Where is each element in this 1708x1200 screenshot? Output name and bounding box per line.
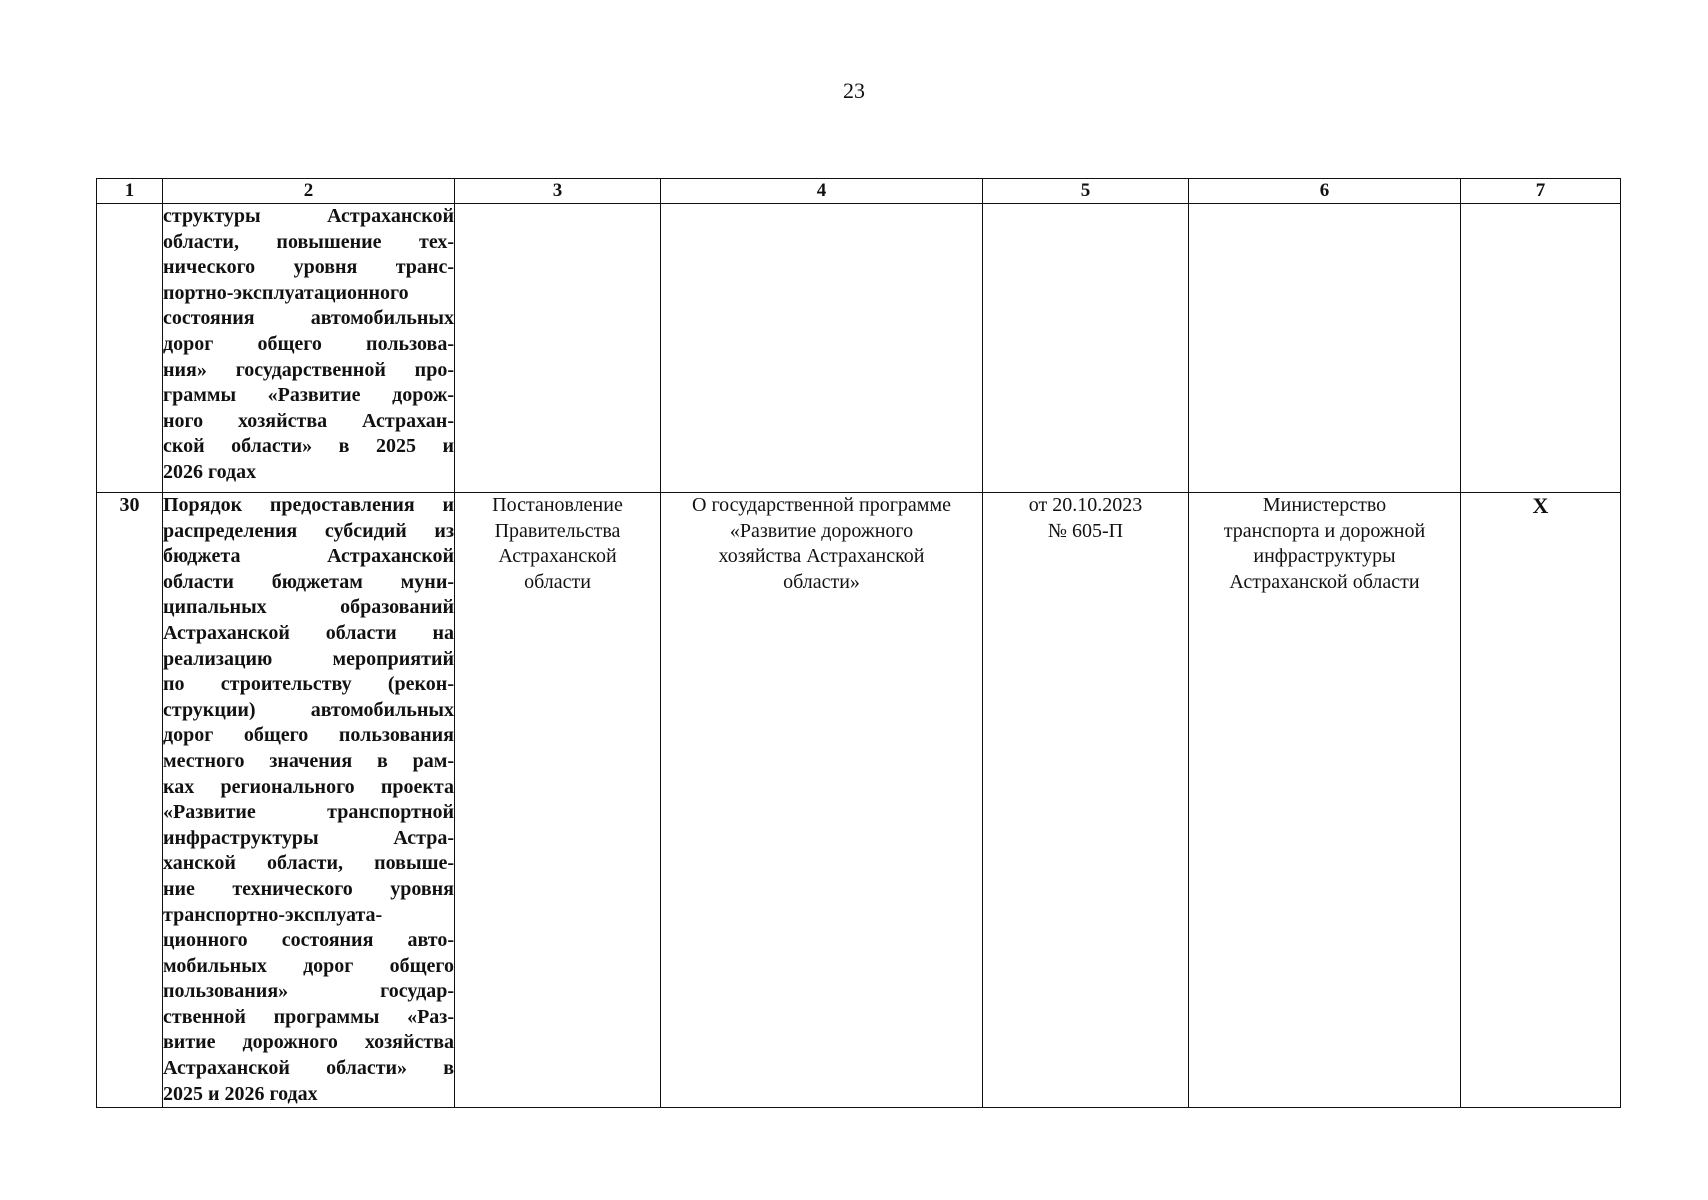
header-col-6: 6 xyxy=(1189,179,1461,204)
authority-line: транспорта и дорожной xyxy=(1223,519,1426,542)
document-title-line: «Развитие дорожного xyxy=(729,519,914,542)
legal-acts-table xyxy=(96,178,1621,1108)
description-line: 2026 годах xyxy=(163,460,257,483)
mark-cell xyxy=(1461,493,1621,1108)
empty-cell xyxy=(661,204,983,493)
description-line: области, повышение тех- xyxy=(163,230,454,253)
description-line: ного хозяйства Астрахан- xyxy=(163,409,454,432)
description-line: инфраструктуры Астра- xyxy=(163,826,454,849)
row-number-cell: 30 xyxy=(97,493,163,1108)
description-line: граммы «Развитие дорож- xyxy=(163,384,454,407)
document-type-line: Правительства xyxy=(494,519,621,542)
table-header-row xyxy=(97,179,1621,204)
description-line: мобильных дорог общего xyxy=(163,954,454,977)
header-col-4: 4 xyxy=(661,179,983,204)
description-cell-continuation xyxy=(163,204,455,493)
description-cell-30 xyxy=(163,493,455,1108)
description-line: дорог общего пользова- xyxy=(163,332,454,355)
description-line: ственной программы «Раз- xyxy=(163,1005,454,1028)
description-line: структуры Астраханской xyxy=(163,205,454,227)
document-date-line: от 20.10.2023 xyxy=(1028,494,1143,516)
description-line: транспортно-эксплуата- xyxy=(163,903,383,926)
table-row-30 xyxy=(97,493,1621,1108)
description-line: ционного состояния авто- xyxy=(163,929,454,952)
document-type-line: Астраханской xyxy=(498,545,617,568)
description-line: ние технического уровня xyxy=(163,877,454,900)
description-line: ках регионального проекта xyxy=(163,775,454,798)
document-type-line: Постановление xyxy=(492,494,623,516)
description-line: состояния автомобильных xyxy=(163,307,454,330)
description-line: ния» государственной про- xyxy=(163,358,454,381)
description-line: пользования» государ- xyxy=(163,980,454,1003)
description-line: распределения субсидий из xyxy=(163,519,454,542)
empty-cell xyxy=(983,204,1189,493)
description-line: «Развитие транспортной xyxy=(163,801,454,824)
description-line: 2025 и 2026 годах xyxy=(163,1082,318,1105)
description-line: Астраханской области» в xyxy=(163,1057,454,1080)
header-col-3: 3 xyxy=(455,179,661,204)
document-title-cell xyxy=(661,493,983,1108)
document-title-line: области» xyxy=(783,570,860,593)
description-line: дорог общего пользования xyxy=(163,724,454,747)
responsible-authority-cell xyxy=(1189,493,1461,1108)
authority-line: Министерство xyxy=(1262,494,1387,516)
description-line: ской области» в 2025 и xyxy=(163,435,454,458)
header-col-2: 2 xyxy=(163,179,455,204)
description-line: струкции) автомобильных xyxy=(163,698,454,721)
description-line: по строительству (рекон- xyxy=(163,673,454,696)
empty-cell xyxy=(1461,204,1621,493)
document-title-line: хозяйства Астраханской xyxy=(718,545,925,568)
description-line: области бюджетам муни- xyxy=(163,570,454,593)
document-date-cell xyxy=(983,493,1189,1108)
description-line: витие дорожного хозяйства xyxy=(163,1031,454,1054)
authority-line: Астраханской области xyxy=(1229,570,1420,593)
empty-cell xyxy=(1189,204,1461,493)
description-line: бюджета Астраханской xyxy=(163,545,454,568)
header-col-7: 7 xyxy=(1461,179,1621,204)
document-title-line: О государственной программе xyxy=(692,494,951,516)
description-line: реализацию мероприятий xyxy=(163,647,454,670)
table-row-continuation xyxy=(97,204,1621,493)
page-number: 23 xyxy=(843,78,865,103)
document-type-line: области xyxy=(524,570,591,593)
x-mark: Х xyxy=(1532,493,1549,518)
empty-cell xyxy=(455,204,661,493)
authority-line: инфраструктуры xyxy=(1253,545,1396,568)
header-col-5: 5 xyxy=(983,179,1189,204)
description-line: Порядок предоставления и xyxy=(163,494,454,516)
row-number-cell xyxy=(97,204,163,493)
document-number-line: № 605-П xyxy=(1047,519,1124,542)
description-line: Астраханской области на xyxy=(163,621,454,644)
description-line: ципальных образований xyxy=(163,596,454,619)
description-line: портно-эксплуатационного xyxy=(163,281,409,304)
header-col-1: 1 xyxy=(97,179,163,204)
description-line: нического уровня транс- xyxy=(163,256,454,279)
description-line: местного значения в рам- xyxy=(163,749,454,772)
document-type-cell xyxy=(455,493,661,1108)
description-line: ханской области, повыше- xyxy=(163,852,454,875)
